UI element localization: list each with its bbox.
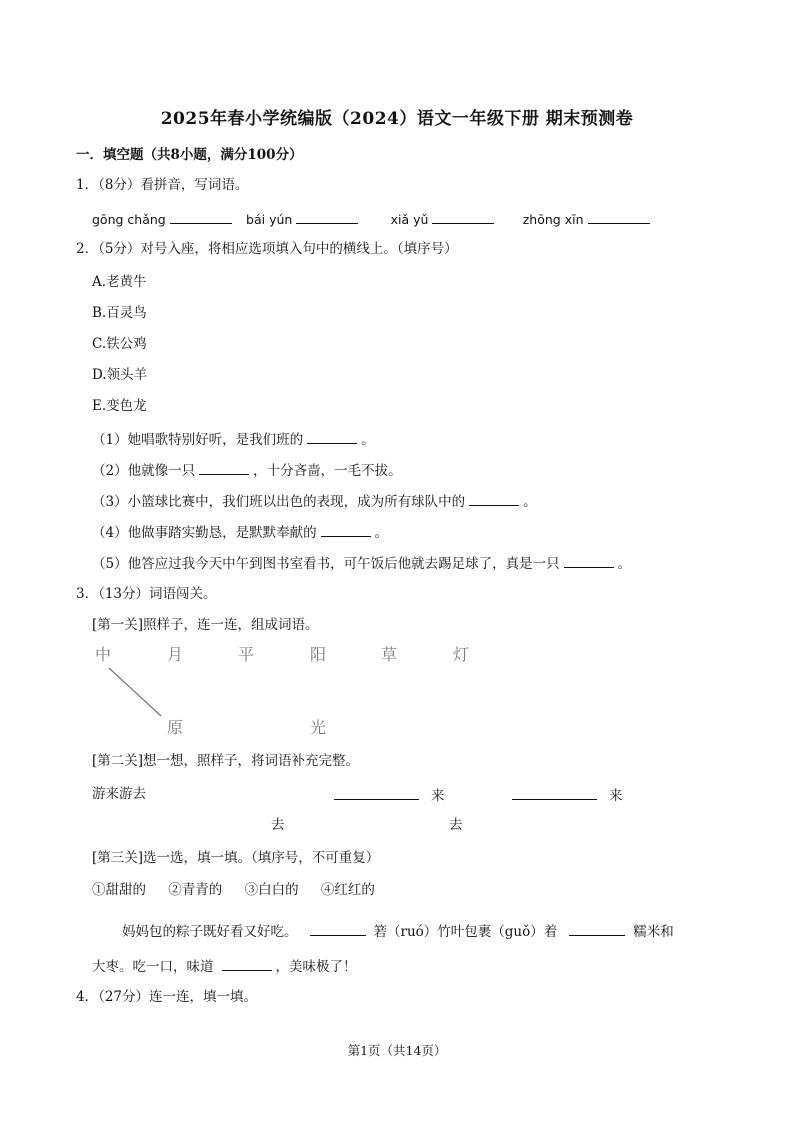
- sentence-end: 。: [361, 432, 375, 448]
- choice-item: ①甜甜的: [92, 882, 146, 898]
- sentence-end: 。: [617, 556, 632, 572]
- char-bottom[interactable]: 光: [310, 718, 327, 737]
- sentence-end: 。: [523, 494, 537, 510]
- passage-text: 大枣。吃一口，味道: [92, 959, 214, 975]
- passage-text: 箬（ruó）竹叶包裹（guǒ）着: [373, 924, 558, 940]
- fill-char: 去: [271, 817, 285, 833]
- sentence-text: （2）他就像一只: [92, 463, 196, 479]
- answer-blank[interactable]: [222, 956, 272, 971]
- fill-char: 来: [609, 788, 623, 804]
- fill-char: 来: [431, 788, 445, 804]
- passage-text: 糯米和: [633, 924, 674, 940]
- passage-text: ，美味极了！: [275, 959, 357, 975]
- page-footer: 第1页（共14页）: [347, 1043, 447, 1058]
- level-1-heading: [第一关]照样子，连一连，组成词语。: [92, 617, 319, 633]
- passage-line-1: [122, 921, 674, 941]
- level-3-heading: [第三关]选一选，填一填。（填序号，不可重复）: [92, 850, 380, 866]
- choice-item: ②青青的: [168, 882, 223, 898]
- level-2-heading: [第二关]想一想，照样子，将词语补充完整。: [92, 753, 360, 769]
- answer-blank[interactable]: [334, 785, 419, 800]
- option-a: A.老黄牛: [92, 274, 147, 290]
- sentence-end: ，十分吝啬，一毛不拔。: [253, 463, 402, 479]
- char-top[interactable]: 平: [238, 645, 255, 664]
- char-top[interactable]: 月: [167, 645, 184, 664]
- sentence-text: （3）小篮球比赛中，我们班以出色的表现，成为所有球队中的: [92, 494, 466, 510]
- char-top[interactable]: 阳: [310, 645, 327, 664]
- answer-blank[interactable]: [569, 921, 625, 936]
- passage-line-2: [92, 956, 357, 976]
- fill-char: 去: [449, 817, 463, 833]
- example-word: 游来游去: [92, 786, 146, 802]
- choice-item: ③白白的: [244, 882, 299, 898]
- page-title: 2025年春小学统编版（2024）语文一年级下册 期末预测卷: [160, 109, 634, 129]
- section-heading: 一．填空题（共8小题，满分100分）: [76, 147, 303, 163]
- char-bottom[interactable]: 原: [167, 718, 184, 737]
- char-top[interactable]: 灯: [453, 645, 470, 664]
- pinyin-item: gōng chǎng: [92, 212, 166, 227]
- pinyin-item: xiǎ yǔ: [390, 212, 429, 227]
- passage-text: 妈妈包的粽子既好看又好吃。: [122, 924, 298, 940]
- choice-item: ④红红的: [320, 882, 375, 898]
- option-d: D.领头羊: [92, 367, 148, 383]
- fill-word-2: [512, 785, 623, 805]
- char-top[interactable]: 中: [95, 645, 112, 664]
- sentence-text: （1）她唱歌特别好听，是我们班的: [92, 432, 304, 448]
- sentence-end: 。: [374, 525, 389, 541]
- question-3-stem: 3．（13分）词语闯关。: [76, 586, 217, 602]
- sentence-text: （5）他答应过我今天中午到图书室看书，可午饭后他就去踢足球了，真是一只: [92, 556, 560, 572]
- answer-blank[interactable]: [512, 785, 597, 800]
- pinyin-item: zhōng xīn: [522, 212, 584, 227]
- pinyin-item: bái yún: [246, 212, 293, 227]
- choice-row: [92, 881, 375, 899]
- char-top[interactable]: 草: [381, 645, 398, 664]
- option-b: B.百灵鸟: [92, 305, 147, 321]
- question-4-stem: 4．（27分）连一连，填一填。: [76, 989, 258, 1005]
- sentence-text: （4）他做事踏实勤恳，是默默奉献的: [92, 525, 317, 541]
- option-c: C.铁公鸡: [92, 336, 147, 352]
- option-e: E.变色龙: [92, 398, 147, 414]
- fill-word-1: [334, 785, 445, 805]
- question-1-stem: 1．（8分）看拼音，写词语。: [76, 177, 249, 193]
- answer-blank[interactable]: [310, 921, 366, 936]
- question-2-stem: 2．（5分）对号入座，将相应选项填入句中的横线上。（填序号）: [76, 241, 458, 257]
